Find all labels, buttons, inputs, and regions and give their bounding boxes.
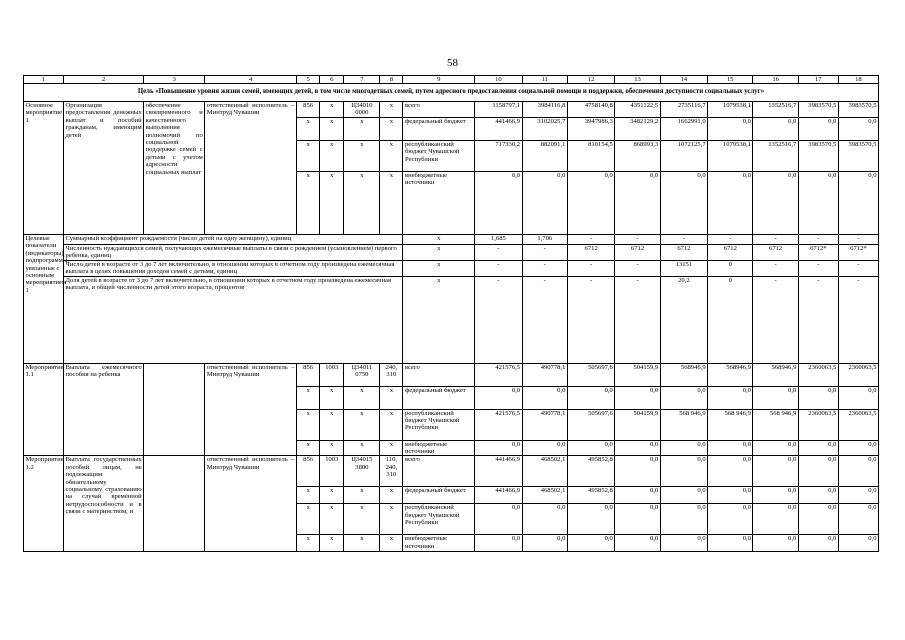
code-cell: x: [320, 535, 344, 552]
value-cell: 505697,6: [567, 409, 614, 440]
value-cell: 0,0: [753, 440, 798, 456]
code-cell: x: [380, 440, 403, 456]
column-number: 1: [24, 76, 64, 84]
indicator-value: -: [615, 276, 660, 363]
column-number: 2: [64, 76, 144, 84]
indicator-row: [24, 235, 879, 245]
code-cell: x: [380, 118, 403, 141]
code-cell: 1003: [320, 363, 344, 386]
value-cell: 0,0: [838, 172, 878, 235]
value-cell: 0,0: [567, 440, 614, 456]
code-cell: x: [380, 487, 403, 504]
column-number: 13: [615, 76, 660, 84]
value-cell: 1079538,1: [708, 141, 753, 172]
code-cell: x: [320, 504, 344, 535]
value-cell: 2360063,5: [838, 409, 878, 440]
funding-source: республиканский бюджет Чувашской Республики: [403, 409, 475, 440]
value-cell: 568946,9: [660, 363, 707, 386]
value-cell: 0,0: [838, 118, 878, 141]
value-cell: 0,0: [708, 172, 753, 235]
goal-title: Цель «Повышение уровня жизни семей, имеющих детей, в том числе многодетных семей, путем адресного предоставления социальной помощи и поддержки, обеспечения доступности социальных услуг»: [24, 84, 879, 102]
indicator-value: -: [615, 235, 660, 245]
indicator-row: [24, 260, 879, 276]
value-cell: 0,0: [708, 504, 753, 535]
value-cell: 0,0: [798, 535, 838, 552]
code-cell: x: [344, 504, 380, 535]
funding-source: республиканский бюджет Чувашской Республики: [403, 504, 475, 535]
code-cell: x: [380, 504, 403, 535]
funding-source: федеральный бюджет: [403, 386, 475, 409]
code-cell: x: [297, 409, 320, 440]
value-cell: 568 946,9: [708, 409, 753, 440]
column-number: 6: [320, 76, 344, 84]
value-cell: 0,0: [615, 172, 660, 235]
value-cell: 421576,5: [475, 409, 522, 440]
value-cell: 0,0: [615, 487, 660, 504]
value-cell: 0,0: [615, 456, 660, 487]
value-cell: 810154,5: [567, 141, 614, 172]
value-cell: 0,0: [522, 172, 567, 235]
value-cell: 0,0: [567, 386, 614, 409]
code-cell: x: [344, 141, 380, 172]
indicator-value: -: [798, 235, 838, 245]
measure-title: Выплата государственных пособий лицам, не подлежащим обязательному социальному страхованию на случай временной нетрудоспособности и в связи с материнством, и: [64, 456, 144, 552]
code-cell: 1003: [320, 456, 344, 487]
value-cell: 0,0: [567, 535, 614, 552]
value-cell: 0,0: [615, 440, 660, 456]
value-cell: 0,0: [615, 504, 660, 535]
code-cell: x: [320, 118, 344, 141]
code-cell: 240, 310: [380, 363, 403, 386]
code-cell: x: [320, 386, 344, 409]
indicator-value: 20,2: [660, 276, 707, 363]
code-cell: x: [297, 141, 320, 172]
value-cell: 441466,9: [475, 487, 522, 504]
value-cell: 0,0: [475, 386, 522, 409]
value-cell: 468502,1: [522, 487, 567, 504]
value-cell: 3983570,5: [838, 141, 878, 172]
value-cell: 1079538,1: [708, 102, 753, 118]
indicator-value: -: [475, 276, 522, 363]
value-cell: 1158797,1: [475, 102, 522, 118]
code-cell: Ц34010 0000: [344, 102, 380, 118]
indicator-text: Численность нуждающихся семей, получающих ежемесячные выплаты в связи с рождением (усыновлением) первого ребенка, единиц: [64, 245, 403, 261]
indicator-value: -: [838, 260, 878, 276]
value-cell: 0,0: [708, 440, 753, 456]
column-number: 10: [475, 76, 522, 84]
code-cell: 856: [297, 456, 320, 487]
indicator-value: -: [475, 245, 522, 261]
indicator-text: Суммарный коэффициент рождаемости (число детей на одну женщину), единиц: [64, 235, 403, 245]
value-cell: 490778,1: [522, 409, 567, 440]
value-cell: 0,0: [522, 440, 567, 456]
funding-source: внебюджетные источники: [403, 172, 475, 235]
funding-source: внебюджетные источники: [403, 535, 475, 552]
value-cell: 0,0: [838, 386, 878, 409]
value-cell: 0,0: [660, 456, 707, 487]
indicator-value: -: [753, 260, 798, 276]
value-cell: 4351122,5: [615, 102, 660, 118]
value-cell: 568 946,9: [753, 409, 798, 440]
code-cell: x: [320, 172, 344, 235]
value-cell: 1072125,7: [660, 141, 707, 172]
code-cell: x: [297, 118, 320, 141]
column-number: 14: [660, 76, 707, 84]
indicator-value: -: [798, 260, 838, 276]
value-cell: 0,0: [798, 172, 838, 235]
goal-row: [24, 84, 879, 102]
column-number: 3: [144, 76, 205, 84]
code-cell: 856: [297, 102, 320, 118]
code-cell: x: [380, 102, 403, 118]
value-cell: 0,0: [753, 535, 798, 552]
code-cell: Ц34011 0750: [344, 363, 380, 386]
value-cell: 0,0: [753, 456, 798, 487]
code-cell: x: [297, 172, 320, 235]
measure-name: Мероприятие 1.1: [24, 363, 64, 456]
value-cell: 868993,3: [615, 141, 660, 172]
value-cell: 0,0: [798, 118, 838, 141]
code-cell: x: [344, 118, 380, 141]
code-cell: x: [344, 535, 380, 552]
value-cell: 0,0: [798, 386, 838, 409]
column-number: 5: [297, 76, 320, 84]
value-cell: 0,0: [660, 386, 707, 409]
code-cell: x: [344, 487, 380, 504]
indicator-value: 13151: [660, 260, 707, 276]
value-cell: 2360063,5: [798, 363, 838, 386]
value-cell: 468502,1: [522, 456, 567, 487]
value-cell: 0,0: [838, 487, 878, 504]
value-cell: 0,0: [798, 440, 838, 456]
value-cell: 0,0: [838, 535, 878, 552]
indicator-value: 6712: [708, 245, 753, 261]
value-cell: 0,0: [798, 487, 838, 504]
indicator-unit: x: [403, 235, 475, 245]
indicator-value: 1,685: [475, 235, 522, 245]
funding-source: федеральный бюджет: [403, 487, 475, 504]
value-cell: 1662991,0: [660, 118, 707, 141]
indicator-value: 1,706: [522, 235, 567, 245]
code-cell: x: [380, 141, 403, 172]
value-cell: 0,0: [753, 487, 798, 504]
value-cell: 0,0: [660, 487, 707, 504]
indicator-value: 6712: [567, 245, 614, 261]
program-table: [23, 75, 879, 552]
code-cell: x: [380, 386, 403, 409]
measure-executor: ответственный исполнитель – Минтруд Чувашии: [205, 363, 297, 456]
value-cell: 441466,9: [475, 456, 522, 487]
funding-source: всего: [403, 363, 475, 386]
indicator-unit: x: [403, 276, 475, 363]
value-cell: 0,0: [753, 386, 798, 409]
value-cell: 0,0: [567, 504, 614, 535]
value-cell: 0,0: [753, 118, 798, 141]
code-cell: x: [320, 141, 344, 172]
value-cell: 0,0: [475, 504, 522, 535]
value-cell: 0,0: [838, 504, 878, 535]
code-cell: x: [380, 172, 403, 235]
indicator-value: -: [615, 260, 660, 276]
code-cell: x: [297, 440, 320, 456]
value-cell: 0,0: [522, 386, 567, 409]
value-cell: 0,0: [798, 504, 838, 535]
column-number: 4: [205, 76, 297, 84]
indicator-value: -: [753, 235, 798, 245]
value-cell: 0,0: [753, 504, 798, 535]
indicator-value: -: [567, 276, 614, 363]
indicator-value: -: [838, 276, 878, 363]
value-cell: 0,0: [708, 386, 753, 409]
value-cell: 3984116,8: [522, 102, 567, 118]
value-cell: 717330,2: [475, 141, 522, 172]
value-cell: 504159,9: [615, 363, 660, 386]
code-cell: Ц34015 3800: [344, 456, 380, 487]
code-cell: 856: [297, 363, 320, 386]
indicator-unit: x: [403, 260, 475, 276]
indicator-value: -: [475, 260, 522, 276]
value-cell: 568946,9: [753, 363, 798, 386]
indicator-value: -: [660, 235, 707, 245]
code-cell: x: [320, 487, 344, 504]
code-cell: x: [380, 409, 403, 440]
value-cell: 504159,9: [615, 409, 660, 440]
code-cell: x: [380, 535, 403, 552]
code-cell: 110, 240, 310: [380, 456, 403, 487]
value-cell: 0,0: [660, 535, 707, 552]
measure-executor: ответственный исполнитель – Минтруд Чувашии: [205, 456, 297, 552]
code-cell: x: [297, 504, 320, 535]
table-row: [24, 363, 879, 386]
value-cell: 0,0: [708, 118, 753, 141]
value-cell: 0,0: [838, 440, 878, 456]
value-cell: 1352516,7: [753, 141, 798, 172]
value-cell: 0,0: [615, 535, 660, 552]
value-cell: 495852,8: [567, 456, 614, 487]
indicator-value: -: [753, 276, 798, 363]
value-cell: 3983570,5: [798, 141, 838, 172]
value-cell: 0,0: [522, 504, 567, 535]
measure-name: Основное мероприятие 1: [24, 102, 64, 235]
value-cell: 3983570,5: [838, 102, 878, 118]
indicator-value: -: [522, 245, 567, 261]
code-cell: x: [344, 386, 380, 409]
value-cell: 0,0: [838, 456, 878, 487]
funding-source: внебюджетные источники: [403, 440, 475, 456]
indicator-value: 6712: [615, 245, 660, 261]
code-cell: x: [344, 409, 380, 440]
column-number: 9: [403, 76, 475, 84]
value-cell: 441466,9: [475, 118, 522, 141]
value-cell: 1352516,7: [753, 102, 798, 118]
value-cell: 568946,9: [708, 363, 753, 386]
funding-source: всего: [403, 102, 475, 118]
column-number: 18: [838, 76, 878, 84]
code-cell: x: [297, 386, 320, 409]
column-number: 15: [708, 76, 753, 84]
column-number: 7: [344, 76, 380, 84]
value-cell: 2360063,5: [838, 363, 878, 386]
value-cell: 0,0: [475, 440, 522, 456]
indicator-value: -: [522, 276, 567, 363]
indicator-value: -: [567, 260, 614, 276]
indicator-text: Доля детей в возрасте от 3 до 7 лет включительно, в отношении которых в отчетном году произведена ежемесячная выплата, в общей численности детей этого возраста, процентов: [64, 276, 403, 363]
value-cell: 2360063,5: [798, 409, 838, 440]
funding-source: всего: [403, 456, 475, 487]
indicator-value: 6712: [660, 245, 707, 261]
value-cell: 0,0: [567, 172, 614, 235]
value-cell: 495852,8: [567, 487, 614, 504]
value-cell: 0,0: [753, 172, 798, 235]
indicator-value: 0: [708, 276, 753, 363]
value-cell: 568 946,9: [660, 409, 707, 440]
code-cell: x: [320, 409, 344, 440]
column-number: 12: [567, 76, 614, 84]
indicator-value: 0: [708, 260, 753, 276]
value-cell: 0,0: [708, 456, 753, 487]
code-cell: x: [297, 487, 320, 504]
value-cell: 3482129,2: [615, 118, 660, 141]
table-row: [24, 102, 879, 118]
value-cell: 0,0: [522, 535, 567, 552]
indicator-value: -: [708, 235, 753, 245]
value-cell: 2735116,7: [660, 102, 707, 118]
value-cell: 0,0: [660, 504, 707, 535]
value-cell: 0,0: [798, 456, 838, 487]
indicator-value: 6712: [753, 245, 798, 261]
value-cell: 0,0: [660, 172, 707, 235]
measure-purpose: [144, 363, 205, 456]
indicator-text: Число детей в возрасте от 3 до 7 лет включительно, в отношении которых в отчетном году произведена ежемесячная выплата в целях повышения доходов семей с детьми, единиц: [64, 260, 403, 276]
measure-executor: ответственный исполнитель – Минтруд Чувашии: [205, 102, 297, 235]
measure-purpose: обеспечение своевременного и качественного выполнения полномочий по социальной поддержке семей с детьми с учетом адресности социальных выплат: [144, 102, 205, 235]
value-cell: 4758140,8: [567, 102, 614, 118]
indicator-unit: x: [403, 245, 475, 261]
indicator-row: [24, 245, 879, 261]
value-cell: 490778,1: [522, 363, 567, 386]
value-cell: 505697,6: [567, 363, 614, 386]
value-cell: 421576,5: [475, 363, 522, 386]
page-number: 58: [447, 57, 458, 69]
code-cell: x: [320, 102, 344, 118]
value-cell: 0,0: [475, 535, 522, 552]
indicator-value: -: [522, 260, 567, 276]
measure-title: Организация предоставления денежных выплат и пособий гражданам, имеющим детей: [64, 102, 144, 235]
funding-source: федеральный бюджет: [403, 118, 475, 141]
code-cell: x: [320, 440, 344, 456]
table-row: [24, 456, 879, 487]
indicator-value: 6712*: [798, 245, 838, 261]
indicator-value: -: [798, 276, 838, 363]
value-cell: 0,0: [660, 440, 707, 456]
indicator-value: -: [838, 235, 878, 245]
indicator-row: [24, 276, 879, 363]
column-number: 11: [522, 76, 567, 84]
measure-purpose: [144, 456, 205, 552]
value-cell: 0,0: [475, 172, 522, 235]
value-cell: 3983570,5: [798, 102, 838, 118]
code-cell: x: [344, 172, 380, 235]
value-cell: 3102025,7: [522, 118, 567, 141]
column-number-row: [24, 76, 879, 84]
value-cell: 0,0: [708, 487, 753, 504]
value-cell: 882091,1: [522, 141, 567, 172]
column-number: 17: [798, 76, 838, 84]
indicator-value: 6712*: [838, 245, 878, 261]
column-number: 8: [380, 76, 403, 84]
code-cell: x: [344, 440, 380, 456]
value-cell: 0,0: [708, 535, 753, 552]
measure-title: Выплата ежемесячного пособия на ребенка: [64, 363, 144, 456]
measure-name: Мероприятие 1.2: [24, 456, 64, 552]
funding-source: республиканский бюджет Чувашской Республики: [403, 141, 475, 172]
indicators-label: Целевые показатели (индикаторы) подпрограммы, увязанные с основным мероприятием 1: [24, 235, 64, 364]
code-cell: x: [297, 535, 320, 552]
indicator-value: -: [567, 235, 614, 245]
value-cell: 0,0: [615, 386, 660, 409]
column-number: 16: [753, 76, 798, 84]
value-cell: 3947986,3: [567, 118, 614, 141]
